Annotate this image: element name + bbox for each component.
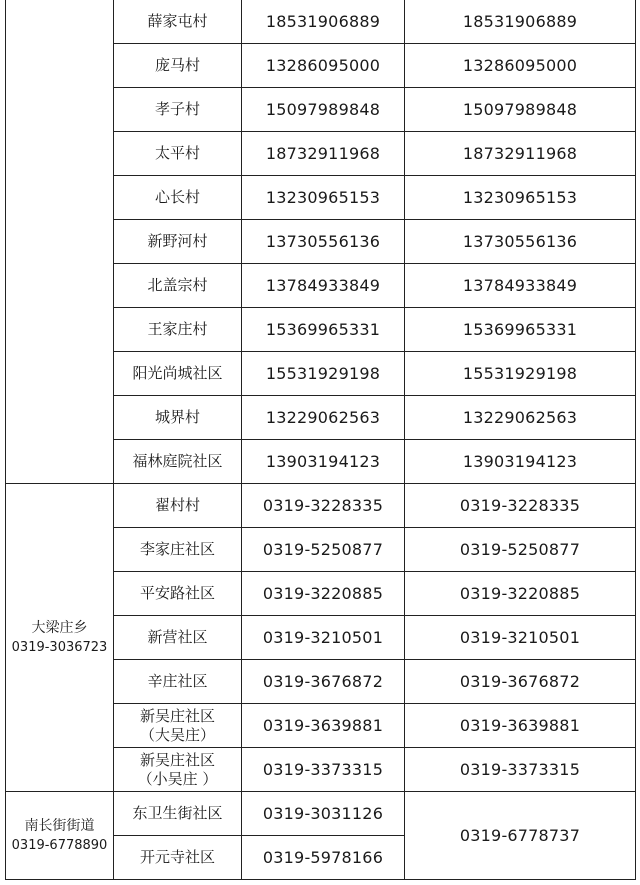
township-name: 南长街街道: [24, 817, 95, 834]
village-name: 北盖宗村: [114, 264, 242, 308]
village-name: 新野河村: [114, 220, 242, 264]
contact-phone: 13784933849: [242, 264, 405, 308]
backup-phone: 13784933849: [405, 264, 636, 308]
backup-phone: 0319-3228335: [405, 484, 636, 528]
contact-phone: 15097989848: [242, 88, 405, 132]
backup-phone: 13286095000: [405, 44, 636, 88]
village-name: 新营社区: [114, 616, 242, 660]
backup-phone: 13730556136: [405, 220, 636, 264]
contact-table: [5, 0, 636, 880]
backup-phone: 15369965331: [405, 308, 636, 352]
backup-phone: 0319-5250877: [405, 528, 636, 572]
village-name: 孝子村: [114, 88, 242, 132]
village-name: 王家庄村: [114, 308, 242, 352]
village-name: 平安路社区: [114, 572, 242, 616]
village-name: 城界村: [114, 396, 242, 440]
village-name: 庞马村: [114, 44, 242, 88]
village-name: 开元寺社区: [114, 836, 242, 880]
backup-phone: 13903194123: [405, 440, 636, 484]
contact-phone: 13730556136: [242, 220, 405, 264]
contact-phone: 0319-5250877: [242, 528, 405, 572]
backup-phone: 0319-6778737: [405, 792, 636, 880]
contact-phone: 13230965153: [242, 176, 405, 220]
village-name: 福林庭院社区: [114, 440, 242, 484]
village-name-line2: （大吴庄）: [139, 725, 215, 744]
backup-phone: 0319-3220885: [405, 572, 636, 616]
village-name-line2: （小吴庄 ）: [137, 769, 218, 788]
contact-phone: 13286095000: [242, 44, 405, 88]
village-name: 阳光尚城社区: [114, 352, 242, 396]
village-name: 辛庄社区: [114, 660, 242, 704]
village-name-line1: 新吴庄社区: [139, 750, 215, 769]
backup-phone: 13229062563: [405, 396, 636, 440]
contact-phone: 18531906889: [242, 0, 405, 44]
village-name: [114, 704, 242, 748]
backup-phone: 0319-3676872: [405, 660, 636, 704]
village-name: 太平村: [114, 132, 242, 176]
village-name: 心长村: [114, 176, 242, 220]
table-row: [6, 484, 636, 528]
backup-phone: 0319-3639881: [405, 704, 636, 748]
contact-phone: 13229062563: [242, 396, 405, 440]
township-cell: [6, 792, 114, 880]
contact-phone: 13903194123: [242, 440, 405, 484]
contact-phone: 0319-3373315: [242, 748, 405, 792]
backup-phone: 13230965153: [405, 176, 636, 220]
village-name: 东卫生街社区: [114, 792, 242, 836]
contact-phone: 18732911968: [242, 132, 405, 176]
contact-phone: 0319-3228335: [242, 484, 405, 528]
contact-phone: 15369965331: [242, 308, 405, 352]
backup-phone: 15097989848: [405, 88, 636, 132]
backup-phone: 18531906889: [405, 0, 636, 44]
township-cell: [6, 484, 114, 792]
backup-phone: 18732911968: [405, 132, 636, 176]
village-name: [114, 748, 242, 792]
contact-phone: 0319-3210501: [242, 616, 405, 660]
backup-phone: 15531929198: [405, 352, 636, 396]
contact-phone: 15531929198: [242, 352, 405, 396]
village-name: 薛家屯村: [114, 0, 242, 44]
contact-phone: 0319-3639881: [242, 704, 405, 748]
township-cell: [6, 0, 114, 484]
contact-phone: 0319-3031126: [242, 792, 405, 836]
table-row: [6, 0, 636, 44]
village-name: 翟村村: [114, 484, 242, 528]
village-name: 李家庄社区: [114, 528, 242, 572]
village-name-line1: 新吴庄社区: [139, 706, 215, 725]
township-phone: 0319-6778890: [11, 837, 108, 853]
backup-phone: 0319-3210501: [405, 616, 636, 660]
backup-phone: 0319-3373315: [405, 748, 636, 792]
table-row: [6, 792, 636, 836]
contact-phone: 0319-3676872: [242, 660, 405, 704]
township-phone: 0319-3036723: [11, 639, 108, 655]
contact-phone: 0319-5978166: [242, 836, 405, 880]
contact-phone: 0319-3220885: [242, 572, 405, 616]
township-name: 大梁庄乡: [31, 619, 88, 636]
